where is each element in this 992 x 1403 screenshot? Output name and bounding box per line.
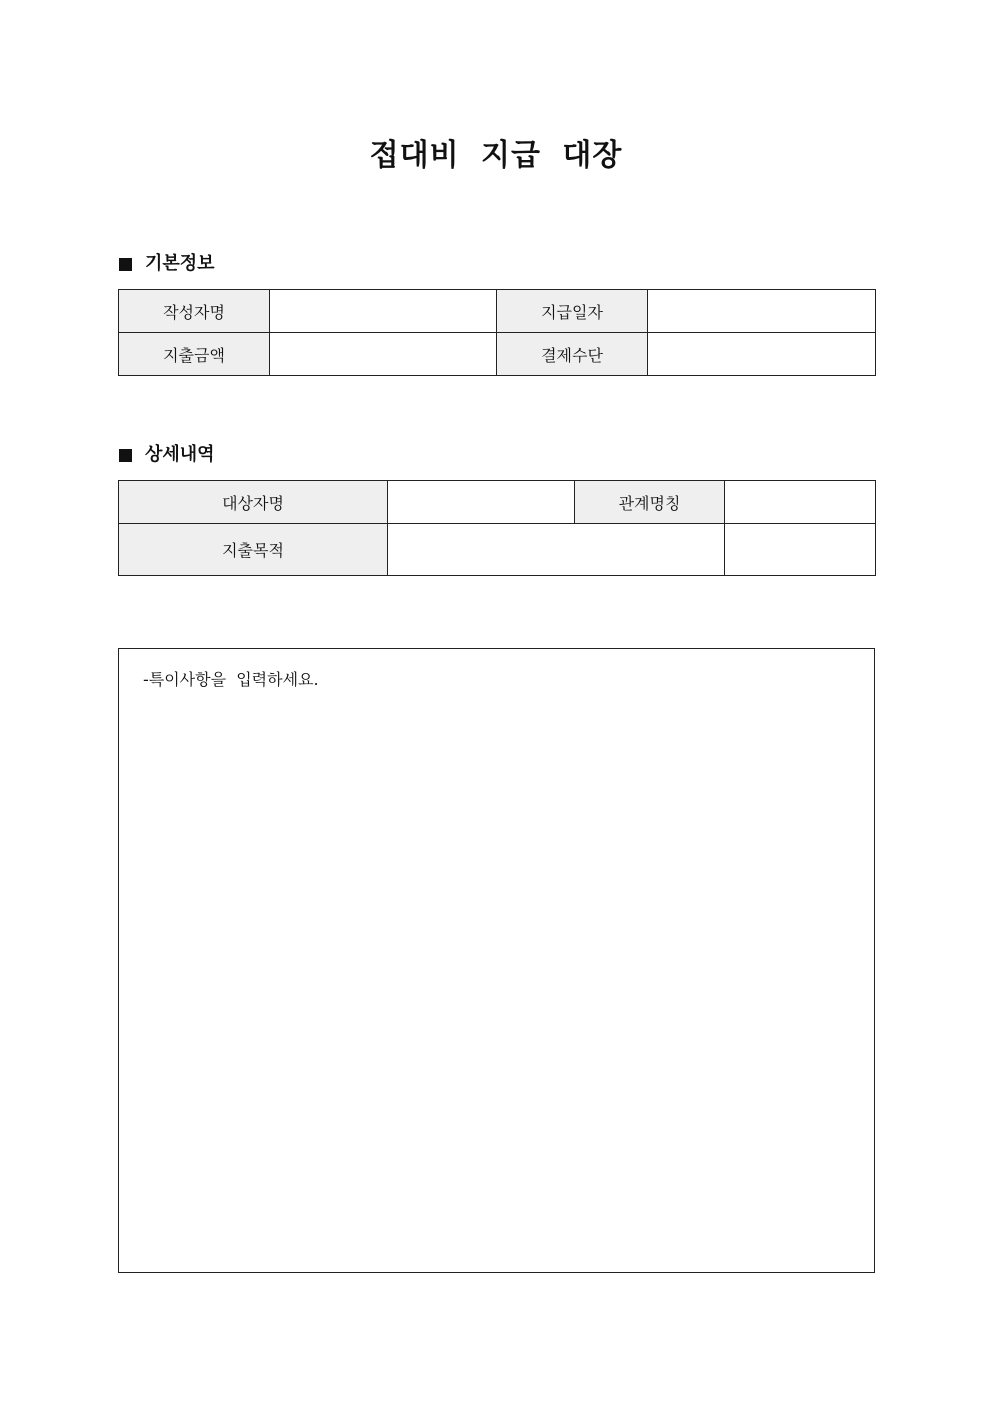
basic-info-heading [119,251,215,277]
notes-placeholder-text: -특이사항을 입력하세요. [143,670,319,689]
writer-label: 작성자명 [119,290,270,333]
purpose-label: 지출목적 [119,524,388,576]
target-name-field[interactable] [388,481,575,524]
relation-label: 관계명칭 [575,481,725,524]
details-heading-label: 상세내역 [145,444,215,465]
table-row [119,290,876,333]
payment-method-field[interactable] [648,333,876,376]
details-heading [119,442,215,468]
pay-date-label: 지급일자 [497,290,648,333]
details-table [118,480,876,576]
relation-field[interactable] [725,481,876,524]
amount-field[interactable] [270,333,497,376]
square-bullet-icon [119,449,132,462]
page-title: 접대비 지급 대장 [369,138,623,173]
payment-method-label: 결제수단 [497,333,648,376]
purpose-field[interactable] [388,524,725,576]
basic-info-table [118,289,876,376]
target-name-label: 대상자명 [119,481,388,524]
table-row [119,333,876,376]
pay-date-field[interactable] [648,290,876,333]
writer-field[interactable] [270,290,497,333]
basic-info-heading-label: 기본정보 [145,253,215,274]
square-bullet-icon [119,258,132,271]
notes-box[interactable] [118,648,875,1273]
table-row [119,481,876,524]
amount-label: 지출금액 [119,333,270,376]
purpose-extra-field[interactable] [725,524,876,576]
table-row [119,524,876,576]
